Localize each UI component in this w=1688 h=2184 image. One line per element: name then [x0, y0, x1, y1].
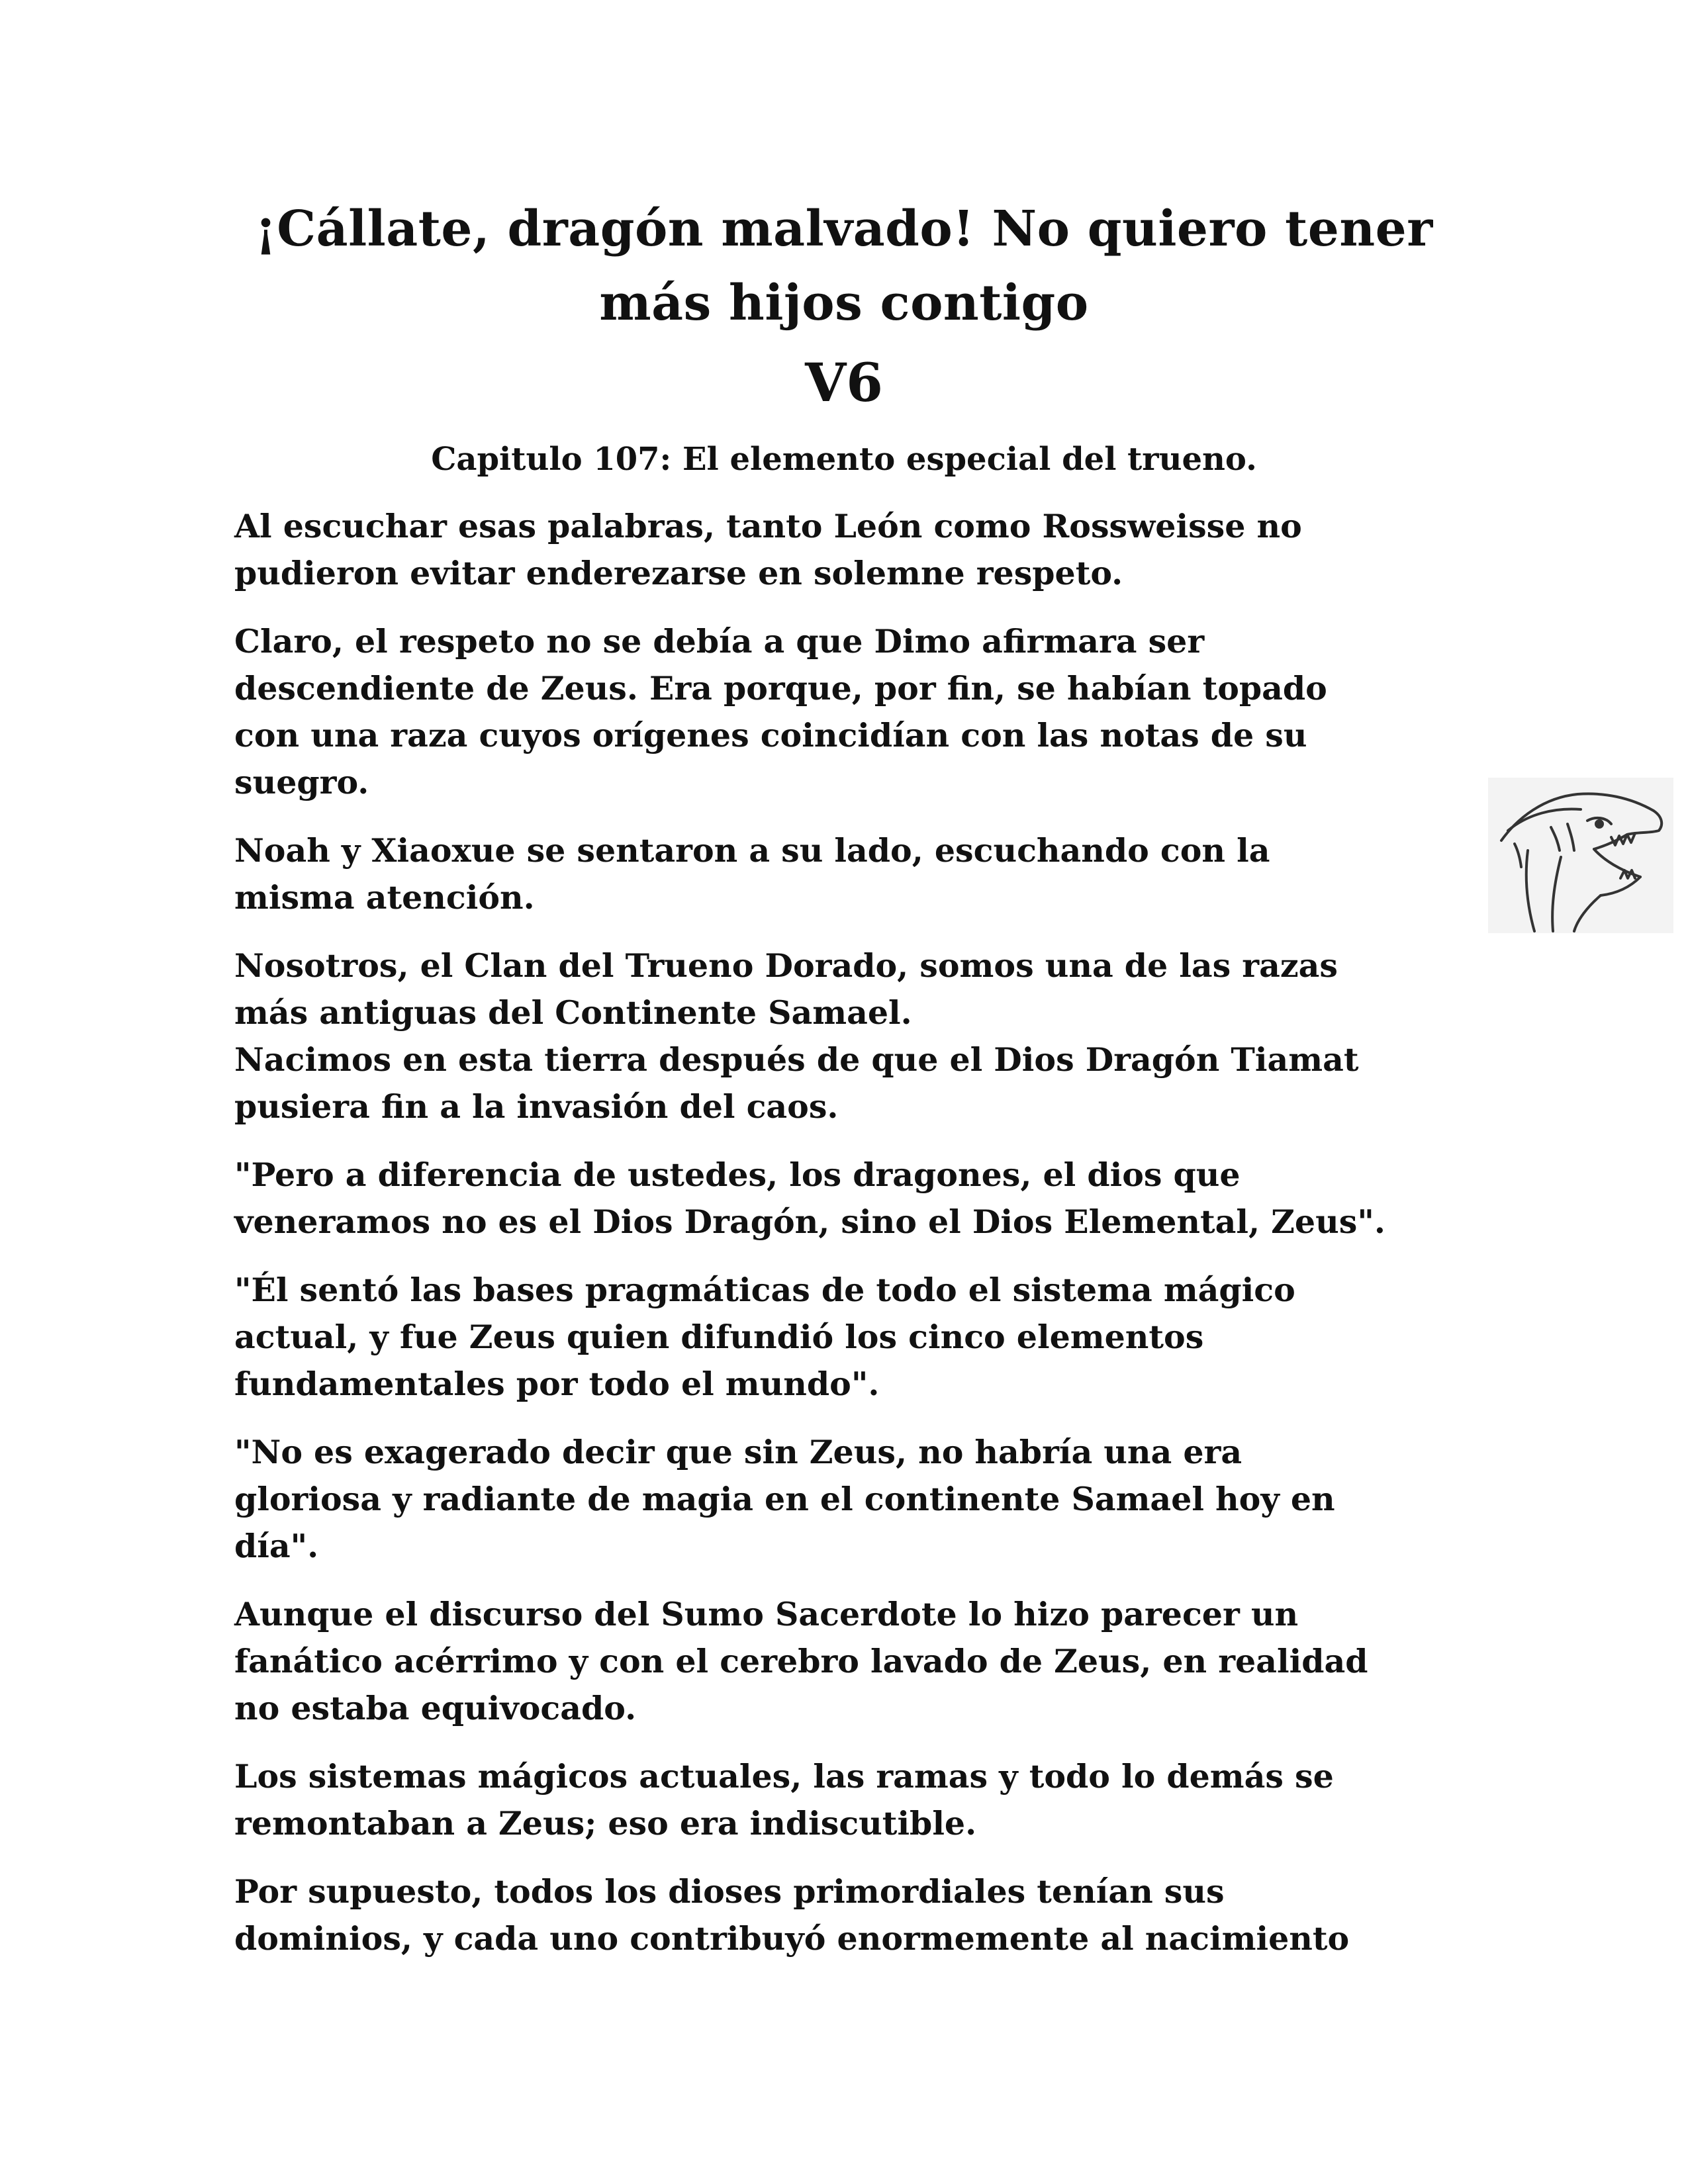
text-line: Claro, el respeto no se debía a que Dimo afirmara ser: [234, 622, 1205, 660]
dragon-head-sketch-icon: [1488, 778, 1673, 933]
paragraph-6: [234, 1267, 1439, 1408]
paragraph-3: [234, 827, 1439, 921]
text-line: "Pero a diferencia de ustedes, los dragones, el dios que: [234, 1156, 1241, 1194]
text-line: pudieron evitar enderezarse en solemne respeto.: [234, 554, 1123, 592]
text-line: con una raza cuyos orígenes coincidían con las notas de su: [234, 716, 1307, 754]
text-line: remontaban a Zeus; eso era indiscutible.: [234, 1804, 977, 1843]
text-line: Nosotros, el Clan del Trueno Dorado, somos una de las razas: [234, 946, 1338, 985]
paragraph-10: [234, 1868, 1439, 1962]
text-line: Aunque el discurso del Sumo Sacerdote lo hizo parecer un: [234, 1595, 1299, 1633]
book-title-line-1: ¡Cállate, dragón malvado! No quiero tener: [255, 201, 1433, 257]
text-line: Los sistemas mágicos actuales, las ramas y todo lo demás se: [234, 1757, 1334, 1796]
text-line: suegro.: [234, 763, 369, 801]
text-line: fundamentales por todo el mundo".: [234, 1365, 880, 1403]
chapter-heading: Capitulo 107: El elemento especial del trueno.: [431, 441, 1257, 478]
text-line: actual, y fue Zeus quien difundió los cinco elementos: [234, 1318, 1204, 1356]
text-line: no estaba equivocado.: [234, 1689, 637, 1727]
text-line: misma atención.: [234, 878, 535, 917]
text-line: Por supuesto, todos los dioses primordiales tenían sus: [234, 1872, 1225, 1911]
text-line: Noah y Xiaoxue se sentaron a su lado, escuchando con la: [234, 831, 1270, 870]
book-title: [199, 192, 1489, 340]
paragraph-5: [234, 1152, 1439, 1246]
text-line: "No es exagerado decir que sin Zeus, no habría una era: [234, 1433, 1243, 1471]
text-line: veneramos no es el Dios Dragón, sino el Dios Elemental, Zeus".: [234, 1203, 1385, 1241]
text-line: "Él sentó las bases pragmáticas de todo el sistema mágico: [234, 1271, 1295, 1309]
paragraph-7: [234, 1429, 1439, 1570]
text-line: gloriosa y radiante de magia en el continente Samael hoy en: [234, 1480, 1335, 1518]
text-line: Al escuchar esas palabras, tanto León como Rossweisse no: [234, 507, 1302, 545]
text-line: más antiguas del Continente Samael.: [234, 993, 912, 1032]
chapter-body: [234, 503, 1439, 1983]
text-line: Nacimos en esta tierra después de que el Dios Dragón Tiamat: [234, 1040, 1359, 1079]
paragraph-2: [234, 618, 1439, 806]
volume-label: V6: [805, 351, 883, 414]
paragraph-4: [234, 942, 1439, 1130]
text-line: dominios, y cada uno contribuyó enormemente al nacimiento: [234, 1919, 1350, 1958]
paragraph-1: [234, 503, 1439, 597]
paragraph-8: [234, 1591, 1439, 1732]
paragraph-9: [234, 1753, 1439, 1847]
text-line: fanático acérrimo y con el cerebro lavado de Zeus, en realidad: [234, 1642, 1368, 1680]
text-line: día".: [234, 1527, 319, 1565]
text-line: pusiera fin a la invasión del caos.: [234, 1087, 839, 1126]
book-title-line-2: más hijos contigo: [599, 275, 1089, 332]
text-line: descendiente de Zeus. Era porque, por fin, se habían topado: [234, 669, 1327, 707]
